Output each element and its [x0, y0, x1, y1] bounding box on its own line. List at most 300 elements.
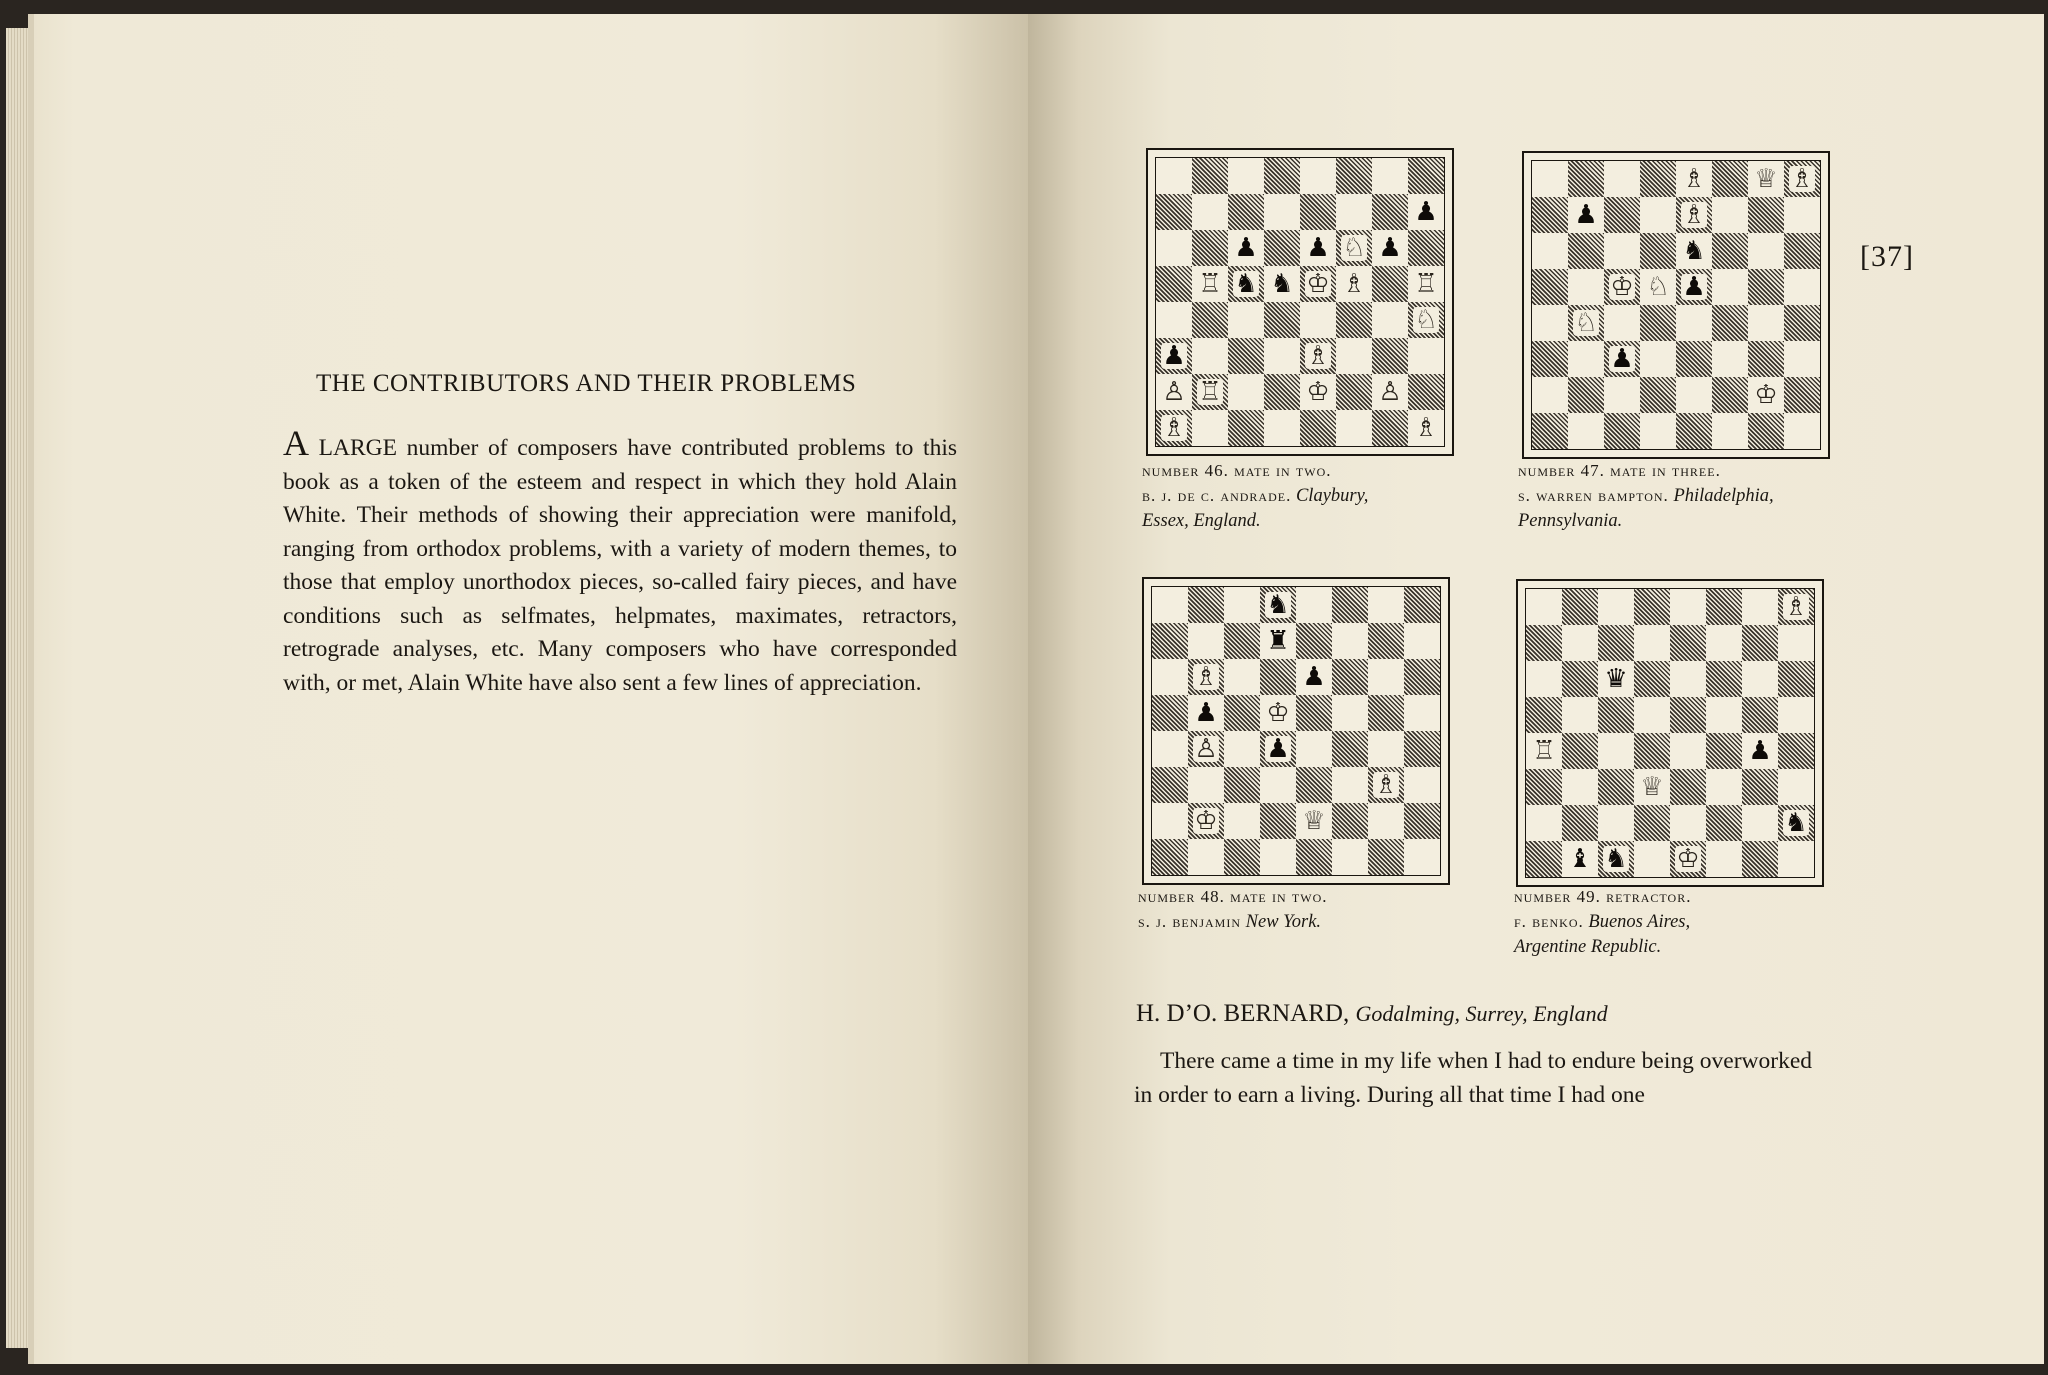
board-square [1532, 341, 1568, 377]
board-square [1598, 733, 1634, 769]
board-square [1192, 194, 1228, 230]
board-square [1568, 233, 1604, 269]
board-square [1404, 839, 1440, 875]
board-square [1640, 269, 1676, 305]
board-square [1192, 230, 1228, 266]
board-square [1598, 841, 1634, 877]
board-square [1336, 338, 1372, 374]
board-square [1188, 731, 1224, 767]
board-square [1634, 805, 1670, 841]
board-square [1188, 587, 1224, 623]
board-square [1634, 589, 1670, 625]
board-square [1156, 266, 1192, 302]
board-square [1372, 158, 1408, 194]
board-square [1670, 589, 1706, 625]
board-square [1188, 659, 1224, 695]
board-square [1784, 305, 1820, 341]
board-square [1670, 625, 1706, 661]
board-square [1634, 841, 1670, 877]
board-square [1526, 697, 1562, 733]
board-square [1778, 733, 1814, 769]
board-square [1562, 733, 1598, 769]
board-square [1670, 697, 1706, 733]
board-square [1706, 769, 1742, 805]
board-square [1300, 338, 1336, 374]
board-square [1742, 733, 1778, 769]
white-queen-icon: ♕ [1302, 806, 1326, 836]
black-pawn-icon: ♟ [1302, 662, 1326, 692]
board-square [1676, 413, 1712, 449]
board-square [1526, 769, 1562, 805]
board-square [1300, 194, 1336, 230]
white-bishop-icon: ♗ [1194, 662, 1218, 692]
board-square [1712, 413, 1748, 449]
board-square [1156, 374, 1192, 410]
board-square [1778, 589, 1814, 625]
caption-author: b. j. de c. andrade. [1142, 486, 1292, 505]
board-square [1742, 625, 1778, 661]
black-pawn-icon: ♟ [1306, 233, 1330, 263]
board-square [1152, 767, 1188, 803]
white-king-icon: ♔ [1610, 272, 1634, 302]
board-square [1676, 269, 1712, 305]
board-square [1296, 767, 1332, 803]
white-knight-icon: ♘ [1342, 233, 1366, 263]
board-square [1224, 839, 1260, 875]
board-square [1598, 697, 1634, 733]
white-bishop-icon: ♗ [1374, 770, 1398, 800]
board-square [1332, 695, 1368, 731]
board-square [1532, 377, 1568, 413]
board-square [1778, 697, 1814, 733]
board-square [1408, 410, 1444, 446]
board-square [1742, 589, 1778, 625]
board-square [1264, 338, 1300, 374]
board-square [1634, 733, 1670, 769]
white-rook-icon: ♖ [1198, 269, 1222, 299]
board-square [1300, 302, 1336, 338]
board-square [1568, 377, 1604, 413]
board-square [1224, 623, 1260, 659]
black-bishop-icon: ♝ [1568, 844, 1592, 874]
white-knight-icon: ♘ [1574, 308, 1598, 338]
board-square [1408, 302, 1444, 338]
white-bishop-icon: ♗ [1784, 592, 1808, 622]
board-square [1640, 413, 1676, 449]
caption-author: s. warren bampton. [1518, 486, 1669, 505]
board-square [1192, 266, 1228, 302]
white-pawn-icon: ♙ [1378, 377, 1402, 407]
section-title: THE CONTRIBUTORS AND THEIR PROBLEMS [316, 370, 857, 397]
page-number: [37] [1860, 240, 1914, 273]
board-square [1784, 269, 1820, 305]
board-square [1640, 161, 1676, 197]
board-square [1784, 161, 1820, 197]
board-square [1404, 659, 1440, 695]
board-square [1260, 623, 1296, 659]
board-square [1742, 841, 1778, 877]
white-king-icon: ♔ [1194, 806, 1218, 836]
chess-diagram-48 [1142, 577, 1450, 885]
contributor-name: H. D’O. BERNARD, [1136, 1000, 1350, 1027]
board-square [1296, 839, 1332, 875]
board-square [1152, 731, 1188, 767]
board-square [1152, 659, 1188, 695]
board-square [1408, 374, 1444, 410]
board-square [1372, 338, 1408, 374]
board-square [1372, 302, 1408, 338]
caption-author: f. benko. [1514, 912, 1584, 931]
board-square [1404, 767, 1440, 803]
board-square [1670, 769, 1706, 805]
board-square [1598, 805, 1634, 841]
board-square [1408, 158, 1444, 194]
board-square [1192, 338, 1228, 374]
board-square [1260, 695, 1296, 731]
board-square [1568, 269, 1604, 305]
caption-heading: number 49. retractor. [1514, 887, 1692, 906]
caption-49 [1514, 884, 1844, 960]
white-rook-icon: ♖ [1198, 377, 1222, 407]
board-square [1670, 841, 1706, 877]
board-square [1332, 731, 1368, 767]
chess-diagram-47 [1522, 151, 1830, 459]
board-square [1156, 194, 1192, 230]
board-square [1188, 695, 1224, 731]
board-square [1778, 805, 1814, 841]
board-square [1526, 661, 1562, 697]
board-square [1264, 266, 1300, 302]
board-square [1332, 659, 1368, 695]
board-square [1640, 305, 1676, 341]
board-square [1332, 767, 1368, 803]
board-square [1332, 623, 1368, 659]
black-pawn-icon: ♟ [1610, 344, 1634, 374]
board-square [1260, 767, 1296, 803]
chess-board [1156, 158, 1444, 446]
intro-text: LARGE number of composers have contributed problems to this book as a token of the esteem and respect in which they hold Alain White. Their methods of showing their appreciation were manifold, ranging from orthodox problems, with a variety of modern themes, to those that employ unorthodox pieces, so-called fairy pieces, and have conditions such as selfmates, helpmates, maximates, retractors, retrograde analyses, etc. Many composers who have corresponded with, or met, Alain White have also sent a few lines of appreciation. [283, 435, 957, 696]
board-square [1408, 230, 1444, 266]
board-square [1404, 731, 1440, 767]
board-square [1784, 197, 1820, 233]
board-square [1604, 269, 1640, 305]
board-square [1742, 661, 1778, 697]
board-square [1372, 194, 1408, 230]
caption-place-2: Essex, England. [1142, 511, 1261, 531]
board-square [1604, 377, 1640, 413]
board-square [1192, 374, 1228, 410]
chess-diagram-46 [1146, 148, 1454, 456]
board-square [1526, 733, 1562, 769]
white-bishop-icon: ♗ [1682, 200, 1706, 230]
board-square [1568, 305, 1604, 341]
board-square [1640, 377, 1676, 413]
board-square [1336, 302, 1372, 338]
board-square [1228, 158, 1264, 194]
board-square [1332, 803, 1368, 839]
caption-place-2: Pennsylvania. [1518, 511, 1623, 531]
board-square [1598, 589, 1634, 625]
board-square [1532, 233, 1568, 269]
board-square [1598, 661, 1634, 697]
board-square [1156, 338, 1192, 374]
board-square [1372, 230, 1408, 266]
board-square [1742, 769, 1778, 805]
board-square [1784, 413, 1820, 449]
board-square [1562, 625, 1598, 661]
board-square [1264, 302, 1300, 338]
white-bishop-icon: ♗ [1306, 341, 1330, 371]
board-square [1260, 803, 1296, 839]
board-square [1634, 625, 1670, 661]
board-square [1526, 805, 1562, 841]
contributor-text [1134, 1045, 1812, 1112]
board-square [1296, 731, 1332, 767]
board-square [1706, 697, 1742, 733]
board-square [1296, 695, 1332, 731]
white-bishop-icon: ♗ [1790, 164, 1814, 194]
board-square [1676, 161, 1712, 197]
black-pawn-icon: ♟ [1162, 341, 1186, 371]
board-square [1640, 233, 1676, 269]
board-square [1368, 659, 1404, 695]
board-square [1188, 623, 1224, 659]
contributor-text-body: There came a time in my life when I had to endure being overworked in order to earn a living. During all that time I had one [1134, 1048, 1812, 1108]
board-square [1778, 769, 1814, 805]
black-pawn-icon: ♟ [1194, 698, 1218, 728]
board-square [1372, 266, 1408, 302]
board-square [1152, 623, 1188, 659]
board-square [1404, 803, 1440, 839]
board-square [1300, 374, 1336, 410]
board-square [1228, 374, 1264, 410]
board-square [1336, 230, 1372, 266]
board-square [1640, 197, 1676, 233]
board-square [1404, 587, 1440, 623]
board-square [1156, 410, 1192, 446]
board-square [1526, 841, 1562, 877]
board-square [1152, 695, 1188, 731]
board-square [1228, 266, 1264, 302]
chess-board [1526, 589, 1814, 877]
board-square [1532, 413, 1568, 449]
board-square [1224, 659, 1260, 695]
board-square [1706, 733, 1742, 769]
caption-place: Philadelphia, [1673, 486, 1774, 506]
board-square [1640, 341, 1676, 377]
page-edges [6, 28, 28, 1348]
board-square [1676, 197, 1712, 233]
black-knight-icon: ♞ [1266, 590, 1290, 620]
board-square [1712, 377, 1748, 413]
board-square [1784, 341, 1820, 377]
board-square [1228, 410, 1264, 446]
caption-heading: number 46. mate in two. [1142, 461, 1332, 480]
board-square [1264, 230, 1300, 266]
board-square [1228, 302, 1264, 338]
board-square [1368, 623, 1404, 659]
board-square [1568, 341, 1604, 377]
board-square [1676, 305, 1712, 341]
black-rook-icon: ♜ [1266, 626, 1290, 656]
board-square [1260, 659, 1296, 695]
board-square [1192, 410, 1228, 446]
board-square [1568, 161, 1604, 197]
white-pawn-icon: ♙ [1194, 734, 1218, 764]
board-square [1562, 661, 1598, 697]
board-square [1336, 158, 1372, 194]
board-square [1748, 269, 1784, 305]
board-square [1748, 341, 1784, 377]
black-pawn-icon: ♟ [1266, 734, 1290, 764]
board-square [1264, 194, 1300, 230]
drop-cap: A [283, 423, 309, 463]
board-square [1188, 767, 1224, 803]
board-square [1260, 839, 1296, 875]
board-square [1156, 230, 1192, 266]
black-pawn-icon: ♟ [1574, 200, 1598, 230]
caption-46 [1142, 458, 1472, 534]
caption-place: Buenos Aires, [1588, 912, 1691, 932]
board-square [1532, 269, 1568, 305]
board-square [1712, 305, 1748, 341]
board-square [1748, 377, 1784, 413]
board-square [1526, 589, 1562, 625]
board-square [1742, 697, 1778, 733]
board-square [1224, 803, 1260, 839]
board-square [1604, 413, 1640, 449]
black-knight-icon: ♞ [1234, 269, 1258, 299]
board-square [1604, 197, 1640, 233]
white-bishop-icon: ♗ [1414, 413, 1438, 443]
board-square [1260, 587, 1296, 623]
board-square [1634, 769, 1670, 805]
board-square [1712, 341, 1748, 377]
board-square [1784, 233, 1820, 269]
board-square [1598, 625, 1634, 661]
board-square [1192, 302, 1228, 338]
black-knight-icon: ♞ [1270, 269, 1294, 299]
white-king-icon: ♔ [1266, 698, 1290, 728]
white-king-icon: ♔ [1306, 269, 1330, 299]
board-square [1634, 697, 1670, 733]
board-square [1300, 266, 1336, 302]
board-square [1188, 803, 1224, 839]
black-pawn-icon: ♟ [1234, 233, 1258, 263]
chess-board [1532, 161, 1820, 449]
chess-board [1152, 587, 1440, 875]
board-square [1712, 161, 1748, 197]
board-square [1404, 623, 1440, 659]
contributor-heading [1136, 1000, 1608, 1028]
board-square [1604, 233, 1640, 269]
white-king-icon: ♔ [1676, 844, 1700, 874]
board-square [1404, 695, 1440, 731]
board-square [1712, 269, 1748, 305]
board-square [1748, 161, 1784, 197]
white-knight-icon: ♘ [1646, 272, 1670, 302]
board-square [1300, 410, 1336, 446]
board-square [1300, 158, 1336, 194]
board-square [1336, 266, 1372, 302]
board-square [1748, 197, 1784, 233]
white-bishop-icon: ♗ [1342, 269, 1366, 299]
white-queen-icon: ♕ [1640, 772, 1664, 802]
board-square [1368, 767, 1404, 803]
board-square [1778, 625, 1814, 661]
board-square [1706, 841, 1742, 877]
board-square [1676, 377, 1712, 413]
board-square [1260, 731, 1296, 767]
caption-place: Claybury, [1295, 486, 1369, 506]
black-pawn-icon: ♟ [1414, 197, 1438, 227]
black-queen-icon: ♛ [1604, 664, 1628, 694]
white-king-icon: ♔ [1306, 377, 1330, 407]
chess-diagram-49 [1516, 579, 1824, 887]
board-square [1332, 839, 1368, 875]
caption-place: New York. [1245, 912, 1322, 932]
board-square [1562, 805, 1598, 841]
board-square [1224, 587, 1260, 623]
board-square [1778, 841, 1814, 877]
board-square [1224, 767, 1260, 803]
board-square [1224, 695, 1260, 731]
board-square [1784, 377, 1820, 413]
board-square [1224, 731, 1260, 767]
board-square [1296, 803, 1332, 839]
board-square [1568, 197, 1604, 233]
board-square [1264, 158, 1300, 194]
board-square [1598, 769, 1634, 805]
board-square [1368, 839, 1404, 875]
board-square [1368, 695, 1404, 731]
caption-heading: number 48. mate in two. [1138, 887, 1328, 906]
board-square [1634, 661, 1670, 697]
board-square [1156, 158, 1192, 194]
board-square [1408, 194, 1444, 230]
board-square [1778, 661, 1814, 697]
black-knight-icon: ♞ [1682, 236, 1706, 266]
board-square [1296, 587, 1332, 623]
board-square [1604, 161, 1640, 197]
board-square [1670, 805, 1706, 841]
board-square [1228, 230, 1264, 266]
black-pawn-icon: ♟ [1748, 736, 1772, 766]
board-square [1676, 233, 1712, 269]
board-square [1368, 587, 1404, 623]
board-square [1742, 805, 1778, 841]
board-square [1604, 341, 1640, 377]
board-square [1748, 305, 1784, 341]
board-square [1296, 659, 1332, 695]
caption-place-2: Argentine Republic. [1514, 937, 1662, 957]
board-square [1408, 338, 1444, 374]
board-square [1372, 374, 1408, 410]
board-square [1368, 803, 1404, 839]
board-square [1712, 197, 1748, 233]
board-square [1532, 161, 1568, 197]
board-square [1152, 839, 1188, 875]
board-square [1152, 587, 1188, 623]
board-square [1192, 158, 1228, 194]
caption-48 [1138, 884, 1468, 935]
board-square [1604, 305, 1640, 341]
board-square [1368, 731, 1404, 767]
white-rook-icon: ♖ [1532, 736, 1556, 766]
board-square [1748, 233, 1784, 269]
board-square [1526, 625, 1562, 661]
caption-47 [1518, 458, 1848, 534]
